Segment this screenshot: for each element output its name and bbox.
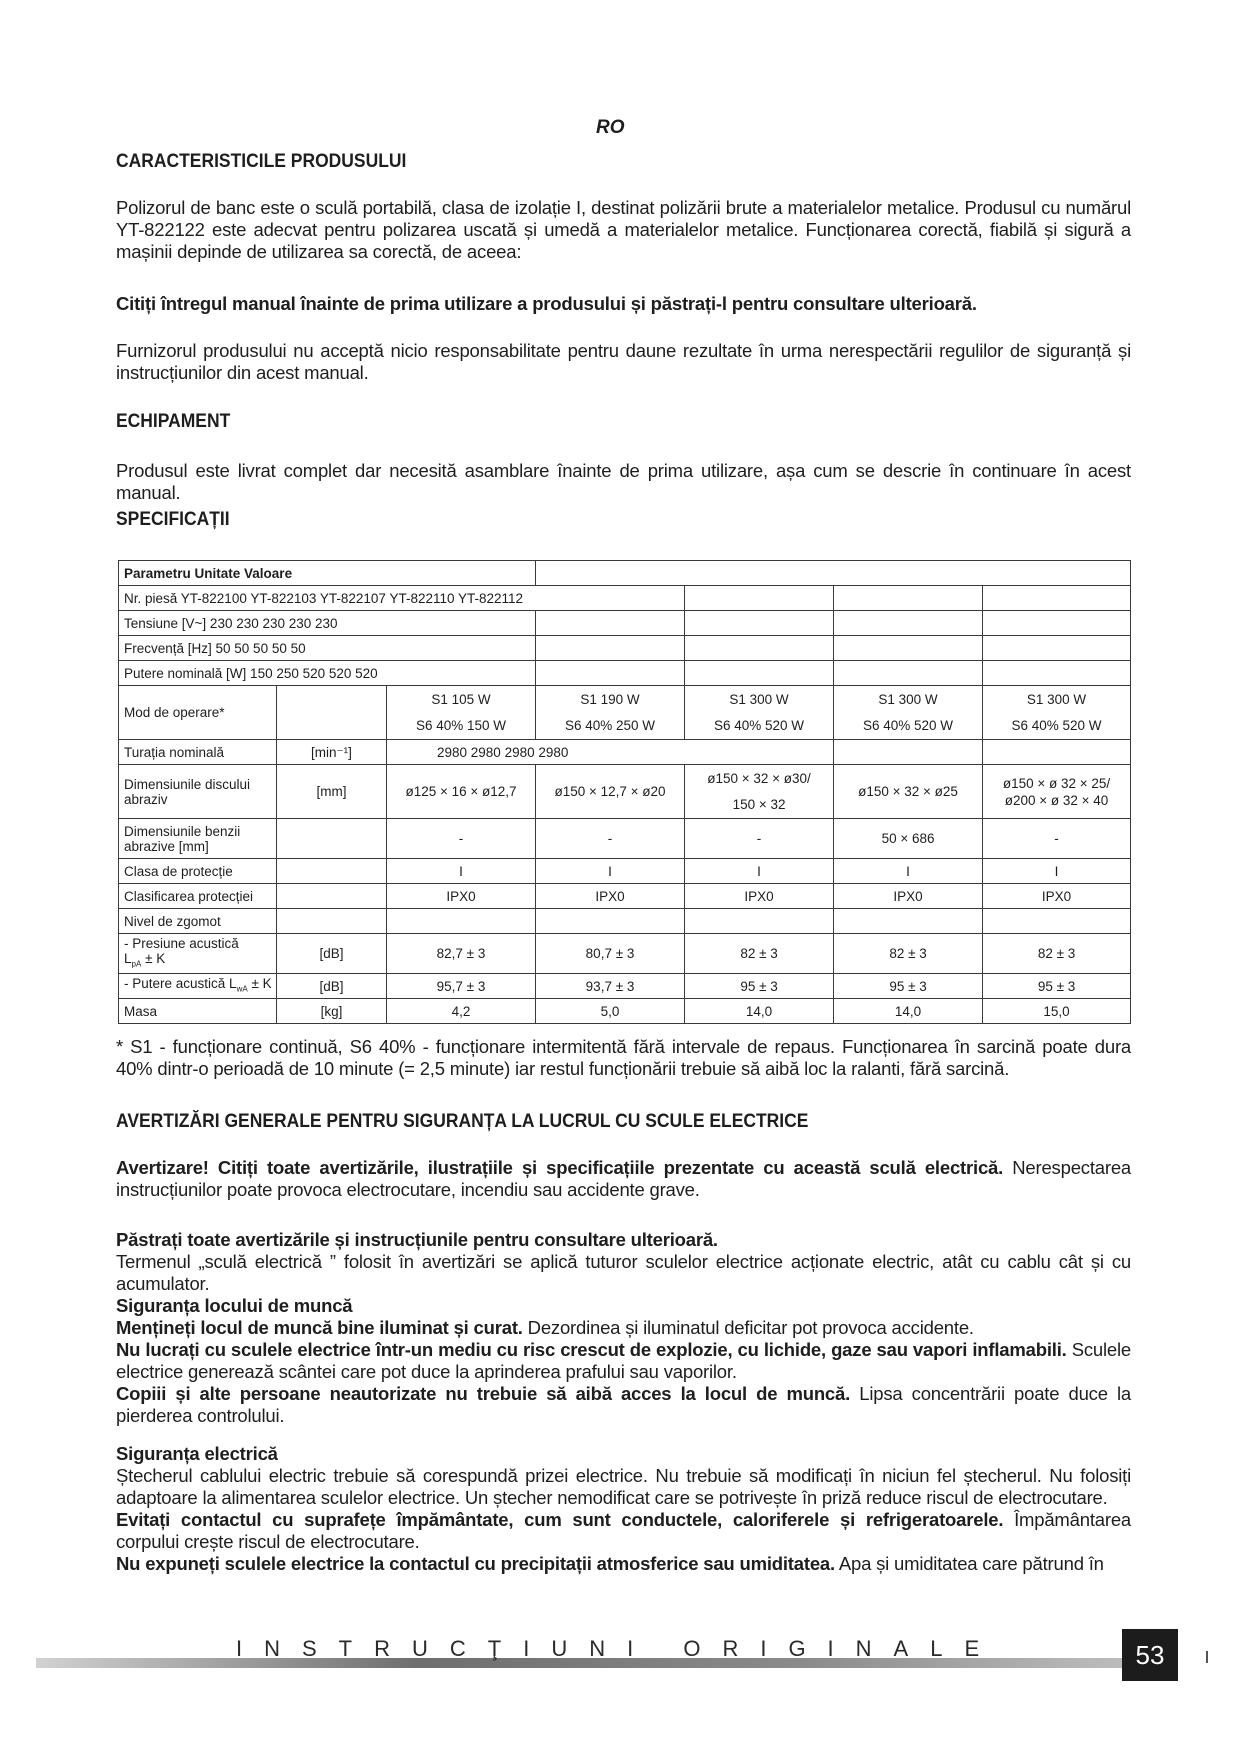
protection-rating-value: IPX0 <box>536 884 685 909</box>
sound-pressure-label-line1: - Presiune acustică <box>124 935 239 951</box>
mode-s1-value: S1 105 W <box>431 691 491 707</box>
electrical-rule-bold: Nu expuneți sculele electrice la contactul cu precipitații atmosferice sau umiditatea. <box>116 1553 835 1574</box>
protection-rating-value: IPX0 <box>685 884 834 909</box>
mass-value: 15,0 <box>983 999 1131 1024</box>
mass-label: Masa <box>119 999 277 1024</box>
page-number: 53 <box>1122 1629 1178 1681</box>
section-title-safety-warnings: AVERTIZĂRI GENERALE PENTRU SIGURANȚA LA LUCRUL CU SCULE ELECTRICE <box>116 1111 809 1132</box>
table-header-cell: Parametru Unitate Valoare <box>119 561 536 586</box>
rated-speed-label: Turația nominală <box>119 740 277 765</box>
sound-pressure-value: 82 ± 3 <box>685 934 834 974</box>
sound-power-value: 95,7 ± 3 <box>387 974 536 999</box>
keep-instructions-block <box>116 1229 1131 1427</box>
disc-dimensions-value: 150 × 32 <box>732 796 786 812</box>
mass-value: 14,0 <box>685 999 834 1024</box>
sound-power-value: 95 ± 3 <box>685 974 834 999</box>
table-row <box>119 859 1131 884</box>
sound-pressure-unit: [dB] <box>277 934 387 974</box>
disc-dimensions-label: Dimensiunile discului abraziv <box>119 765 277 819</box>
mode-s6-value: S6 40% 520 W <box>1011 717 1102 733</box>
edge-tick-mark <box>1206 1651 1208 1663</box>
protection-rating-value: IPX0 <box>983 884 1131 909</box>
rated-speed-values: 2980 2980 2980 2980 <box>387 740 834 765</box>
sound-power-tail: ± K <box>247 975 272 991</box>
belt-dimensions-value: - <box>983 819 1131 859</box>
electrical-rule-text: Apa și umiditatea care pătrund în <box>834 1553 1104 1574</box>
table-row <box>119 686 1131 740</box>
table-row <box>119 586 1131 611</box>
workplace-rule-bold: Nu lucrați cu sculele electrice într-un mediu cu risc crescut de explozie, cu lichide, gaze sau vapori inflamabili. <box>116 1339 1067 1360</box>
keep-instructions-bold: Păstrați toate avertizările și instrucțiunile pentru consultare ulterioară. <box>116 1229 718 1250</box>
language-tag: RO <box>596 117 625 138</box>
general-warning-bold: Avertizare! Citiți toate avertizările, ilustrațiile și specificațiile prezentate cu această sculă electrică. <box>116 1157 1004 1178</box>
sound-pressure-label <box>119 934 277 974</box>
protection-class-value: I <box>685 859 834 884</box>
table-row <box>119 934 1131 974</box>
sound-power-label <box>119 974 277 999</box>
sound-power-label-text: - Putere acustică L <box>124 975 237 991</box>
characteristics-paragraph: Polizorul de banc este o sculă portabilă, clasa de izolație I, destinat polizării brute a materialelor metalice. Produsul cu numărul YT-822122 este adecvat pentru polizarea uscată și umedă a materialelor metalice. Funcționarea corectă, fiabilă și sigură a mașinii depinde de utilizarea sa corectă, de aceea: <box>116 197 1131 262</box>
sound-pressure-subscript: pA <box>131 959 142 969</box>
protection-rating-label: Clasificarea protecției <box>119 884 277 909</box>
general-warning-paragraph <box>116 1157 1131 1201</box>
read-manual-notice: Citiți întregul manual înainte de prima utilizare a produsului și păstrați-l pentru consultare ulterioară. <box>116 293 977 314</box>
sound-power-subscript: wA <box>236 984 248 994</box>
sound-power-unit: [dB] <box>277 974 387 999</box>
operating-mode-label: Mod de operare* <box>119 686 277 740</box>
sound-power-value: 93,7 ± 3 <box>536 974 685 999</box>
workplace-rule-text: Sculele electrice generează scântei care pot duce la aprinderea prafului sau vaporilor. <box>116 1339 1131 1382</box>
general-warning-text: Nerespectarea instrucțiunilor poate provoca electrocutare, incendiu sau accidente grave. <box>116 1157 1132 1200</box>
sound-pressure-tail: ± K <box>141 950 166 966</box>
sound-pressure-value: 82,7 ± 3 <box>387 934 536 974</box>
sound-pressure-value: 82 ± 3 <box>834 934 983 974</box>
workplace-safety-heading: Siguranța locului de muncă <box>116 1295 353 1316</box>
disc-dimensions-value: ø150 × 32 × ø30/ <box>707 770 811 786</box>
sound-pressure-value: 80,7 ± 3 <box>536 934 685 974</box>
mode-s1-value: S1 190 W <box>580 691 640 707</box>
table-row <box>119 561 1131 586</box>
table-row <box>119 740 1131 765</box>
term-definition-text: Termenul „sculă electrică ” folosit în avertizări se aplică tuturor sculelor electrice acționate electric, atât cu cablu cât și cu acumulator. <box>116 1251 1131 1294</box>
rated-power-cell: Putere nominală [W] 150 250 520 520 520 <box>119 661 536 686</box>
table-row <box>119 636 1131 661</box>
disc-dimensions-value: ø125 × 16 × ø12,7 <box>387 765 536 819</box>
mode-s6-value: S6 40% 520 W <box>714 717 805 733</box>
belt-dimensions-value: - <box>387 819 536 859</box>
protection-class-value: I <box>536 859 685 884</box>
mode-s1-value: S1 300 W <box>729 691 789 707</box>
part-number-cell: Nr. piesă YT-822100 YT-822103 YT-822107 YT-822110 YT-822112 <box>119 586 685 611</box>
sound-power-value: 95 ± 3 <box>983 974 1131 999</box>
protection-class-value: I <box>834 859 983 884</box>
workplace-rule-bold: Mențineți locul de muncă bine iluminat și curat. <box>116 1317 523 1338</box>
belt-dimensions-value: - <box>536 819 685 859</box>
protection-class-value: I <box>387 859 536 884</box>
specifications-table <box>118 560 1131 1024</box>
disc-dimensions-value: ø150 × ø 32 × 25/ <box>1002 775 1111 791</box>
table-row <box>119 661 1131 686</box>
mode-s1-value: S1 300 W <box>878 691 938 707</box>
mode-s6-value: S6 40% 250 W <box>565 717 656 733</box>
voltage-cell: Tensiune [V~] 230 230 230 230 230 <box>119 611 536 636</box>
section-title-characteristics: CARACTERISTICILE PRODUSULUI <box>116 151 407 172</box>
workplace-rule-text: Lipsa concentrării poate duce la pierderea controlului. <box>116 1383 1131 1426</box>
electrical-safety-block <box>116 1443 1131 1575</box>
workplace-rule-text: Dezordinea și iluminatul deficitar pot provoca accidente. <box>522 1317 974 1338</box>
mass-value: 5,0 <box>536 999 685 1024</box>
rated-speed-unit: [min⁻¹] <box>277 740 387 765</box>
table-row <box>119 819 1131 859</box>
workplace-rule-bold: Copiii și alte persoane neautorizate nu trebuie să aibă acces la locul de muncă. <box>116 1383 851 1404</box>
electrical-rule-bold: Evitați contactul cu suprafețe împământate, cum sunt conductele, caloriferele și refrigeratoarele. <box>116 1509 1004 1530</box>
protection-class-value: I <box>983 859 1131 884</box>
section-title-specifications: SPECIFICAȚII <box>116 509 230 530</box>
belt-dimensions-label: Dimensiunile benzii abrazive [mm] <box>119 819 277 859</box>
protection-class-label: Clasa de protecție <box>119 859 277 884</box>
belt-dimensions-value: - <box>685 819 834 859</box>
belt-dimensions-value: 50 × 686 <box>834 819 983 859</box>
mode-s6-value: S6 40% 150 W <box>415 717 507 733</box>
mass-value: 14,0 <box>834 999 983 1024</box>
operating-mode-footnote: * S1 - funcționare continuă, S6 40% - funcționare intermitentă fără intervale de repaus. Funcționarea în sarcină poate dura 40% dintr-o perioadă de 10 minute (= 2,5 minute) iar restul funcționării trebuie să aibă loc la ralanti, fără sarcină. <box>116 1036 1131 1079</box>
sound-pressure-value: 82 ± 3 <box>983 934 1131 974</box>
table-row <box>119 611 1131 636</box>
section-title-equipment: ECHIPAMENT <box>116 411 231 432</box>
sound-power-value: 95 ± 3 <box>834 974 983 999</box>
footer-title: INSTRUCŢIUNI ORIGINALE <box>236 1636 1002 1661</box>
table-row <box>119 909 1131 934</box>
mode-s1-value: S1 300 W <box>1026 691 1087 707</box>
sound-pressure-symbol: L <box>124 950 132 966</box>
table-row <box>119 999 1131 1024</box>
frequency-cell: Frecvență [Hz] 50 50 50 50 50 <box>119 636 536 661</box>
disc-dimensions-unit: [mm] <box>277 765 387 819</box>
disc-dimensions-value: ø200 × ø 32 × 40 <box>1004 792 1109 808</box>
disc-dimensions-value: ø150 × 12,7 × ø20 <box>536 765 685 819</box>
mode-s6-value: S6 40% 520 W <box>863 717 954 733</box>
electrical-rule-text: Ștecherul cablului electric trebuie să corespundă prizei electrice. Nu trebuie să modificați în niciun fel ștecherul. Nu folosiți adaptoare la alimentarea sculelor electrice. Un ștecher nemodificat care se potrivește în priză reduce riscul de electrocutare. <box>116 1465 1131 1508</box>
table-row <box>119 974 1131 999</box>
table-row <box>119 765 1131 819</box>
mass-value: 4,2 <box>387 999 536 1024</box>
equipment-paragraph: Produsul este livrat complet dar necesită asamblare înainte de prima utilizare, așa cum se descrie în continuare în acest manual. <box>116 460 1131 503</box>
electrical-rule-text: Împământarea corpului crește riscul de electrocutare. <box>116 1509 1131 1552</box>
noise-level-label: Nivel de zgomot <box>119 909 277 934</box>
protection-rating-value: IPX0 <box>387 884 536 909</box>
mass-unit: [kg] <box>277 999 387 1024</box>
liability-paragraph: Furnizorul produsului nu acceptă nicio responsabilitate pentru daune rezultate în urma nerespectării regulilor de siguranță și instrucțiunilor din acest manual. <box>116 340 1131 383</box>
electrical-safety-heading: Siguranța electrică <box>116 1443 278 1464</box>
protection-rating-value: IPX0 <box>834 884 983 909</box>
table-row <box>119 884 1131 909</box>
disc-dimensions-value: ø150 × 32 × ø25 <box>834 765 983 819</box>
